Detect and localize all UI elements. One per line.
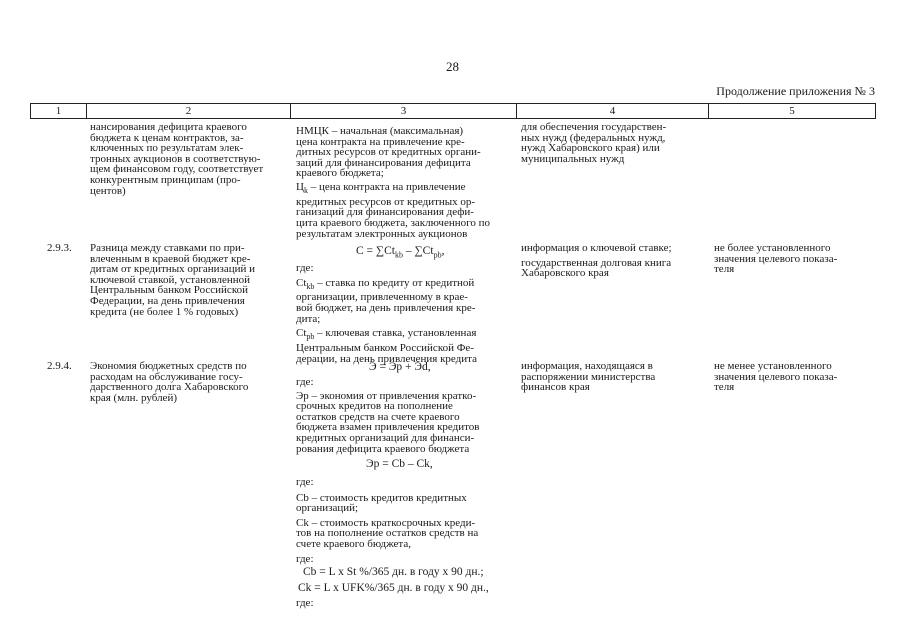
formula-cost-cb: Cb = L x St %/365 дн. в году x 90 дн.; bbox=[303, 566, 484, 578]
column-header-2: 2 bbox=[185, 105, 192, 117]
formula-definitions-cost: где: Cb – стоимость кредитов кредитных организаций; Ck – стоимость краткосрочных креди- тов на пополнение остатков средств на счете краевого бюджета, где: bbox=[296, 476, 479, 565]
continued-formula-definitions: НМЦК – начальная (максимальная) цена контракта на привлечение кре- дитных ресурсов от кредитных органи- заций для финансирования дефицита краевого бюджета; $Ц_k$ – цена контракта на привлечение кредитных ресурсов от кредитных ор- ганизаций для финансирования дефи- цита краевого бюджета, заключенного по результатам электронных аукционов bbox=[296, 125, 490, 240]
continued-indicator-description: нансирования дефицита краевого бюджета к ценам контрактов, за- ключенных по результатам элек- тронных аукционов в соответствую- щем финансовом году, соответствует конкурентным принципам (про- центов) bbox=[90, 121, 264, 197]
information-source-2-9-3: информация о ключевой ставке; государственная долговая книга Хабаровского края bbox=[521, 242, 672, 280]
target-value-2-9-3: не более установленного значения целевого показа- теля bbox=[714, 242, 838, 276]
information-source-2-9-4: информация, находящаяся в распоряжении министерства финансов края bbox=[521, 360, 656, 394]
column-header-5: 5 bbox=[789, 105, 795, 117]
formula-cost-ck: Ck = L x UFK%/365 дн. в году x 90 дн., bbox=[298, 582, 489, 594]
target-value-2-9-4: не менее установленного значения целевого показа- теля bbox=[714, 360, 838, 394]
formula-where-final: где: bbox=[296, 597, 314, 609]
indicator-description-2-9-4: Экономия бюджетных средств по расходам на обслуживание госу- дарственного долга Хабаровского края (млн. рублей) bbox=[90, 360, 249, 404]
column-divider bbox=[875, 103, 876, 119]
column-header-1: 1 bbox=[55, 105, 62, 117]
row-number-2-9-4: 2.9.4. bbox=[47, 360, 72, 372]
formula-rate-difference: $С = \sum Ct_{kb} - \sum Ct_{pb}$, bbox=[356, 245, 445, 260]
formula-savings-short-term: Эр = Cb – Ck, bbox=[366, 458, 433, 470]
formula-definitions-2-9-4: где: Эр – экономия от привлечения кратко- срочных кредитов на пополнение остатков средств на счете краевого бюджета взамен привлечения кредитов кредитных организаций для финанси- рования дефицита краевого бюджета bbox=[296, 376, 480, 455]
continued-information-source: для обеспечения государствен- ных нужд (федеральных нужд, нужд Хабаровского края) или муниципальных нужд bbox=[521, 121, 667, 165]
column-header-4: 4 bbox=[609, 105, 616, 117]
row-number-2-9-3: 2.9.3. bbox=[47, 242, 72, 254]
page-number: 28 bbox=[446, 59, 459, 74]
table-header-rule bbox=[30, 118, 876, 119]
formula-definitions-2-9-3: где: $Ct_{kb}$ – ставка по кредиту от кредитной организации, привлеченному в крае- вой бюджет, на день привлечения кре- дита; $Ct_{pb}$ – ключевая ставка, установленная Центральным банком Российской Фе- дерации, на день привлечения кредита bbox=[296, 262, 477, 365]
continuation-title: Продолжение приложения № 3 bbox=[716, 84, 875, 98]
formula-savings: Э = Эр + Эd, bbox=[369, 361, 431, 373]
indicator-description-2-9-3: Разница между ставками по при- влеченным в краевой бюджет кре- дитам от кредитных организаций и ключевой ставкой, установленной Центральным банком Российской Федерации, на день привлечения кредита (не более 1 % годовых) bbox=[90, 242, 256, 318]
column-header-3: 3 bbox=[400, 105, 407, 117]
